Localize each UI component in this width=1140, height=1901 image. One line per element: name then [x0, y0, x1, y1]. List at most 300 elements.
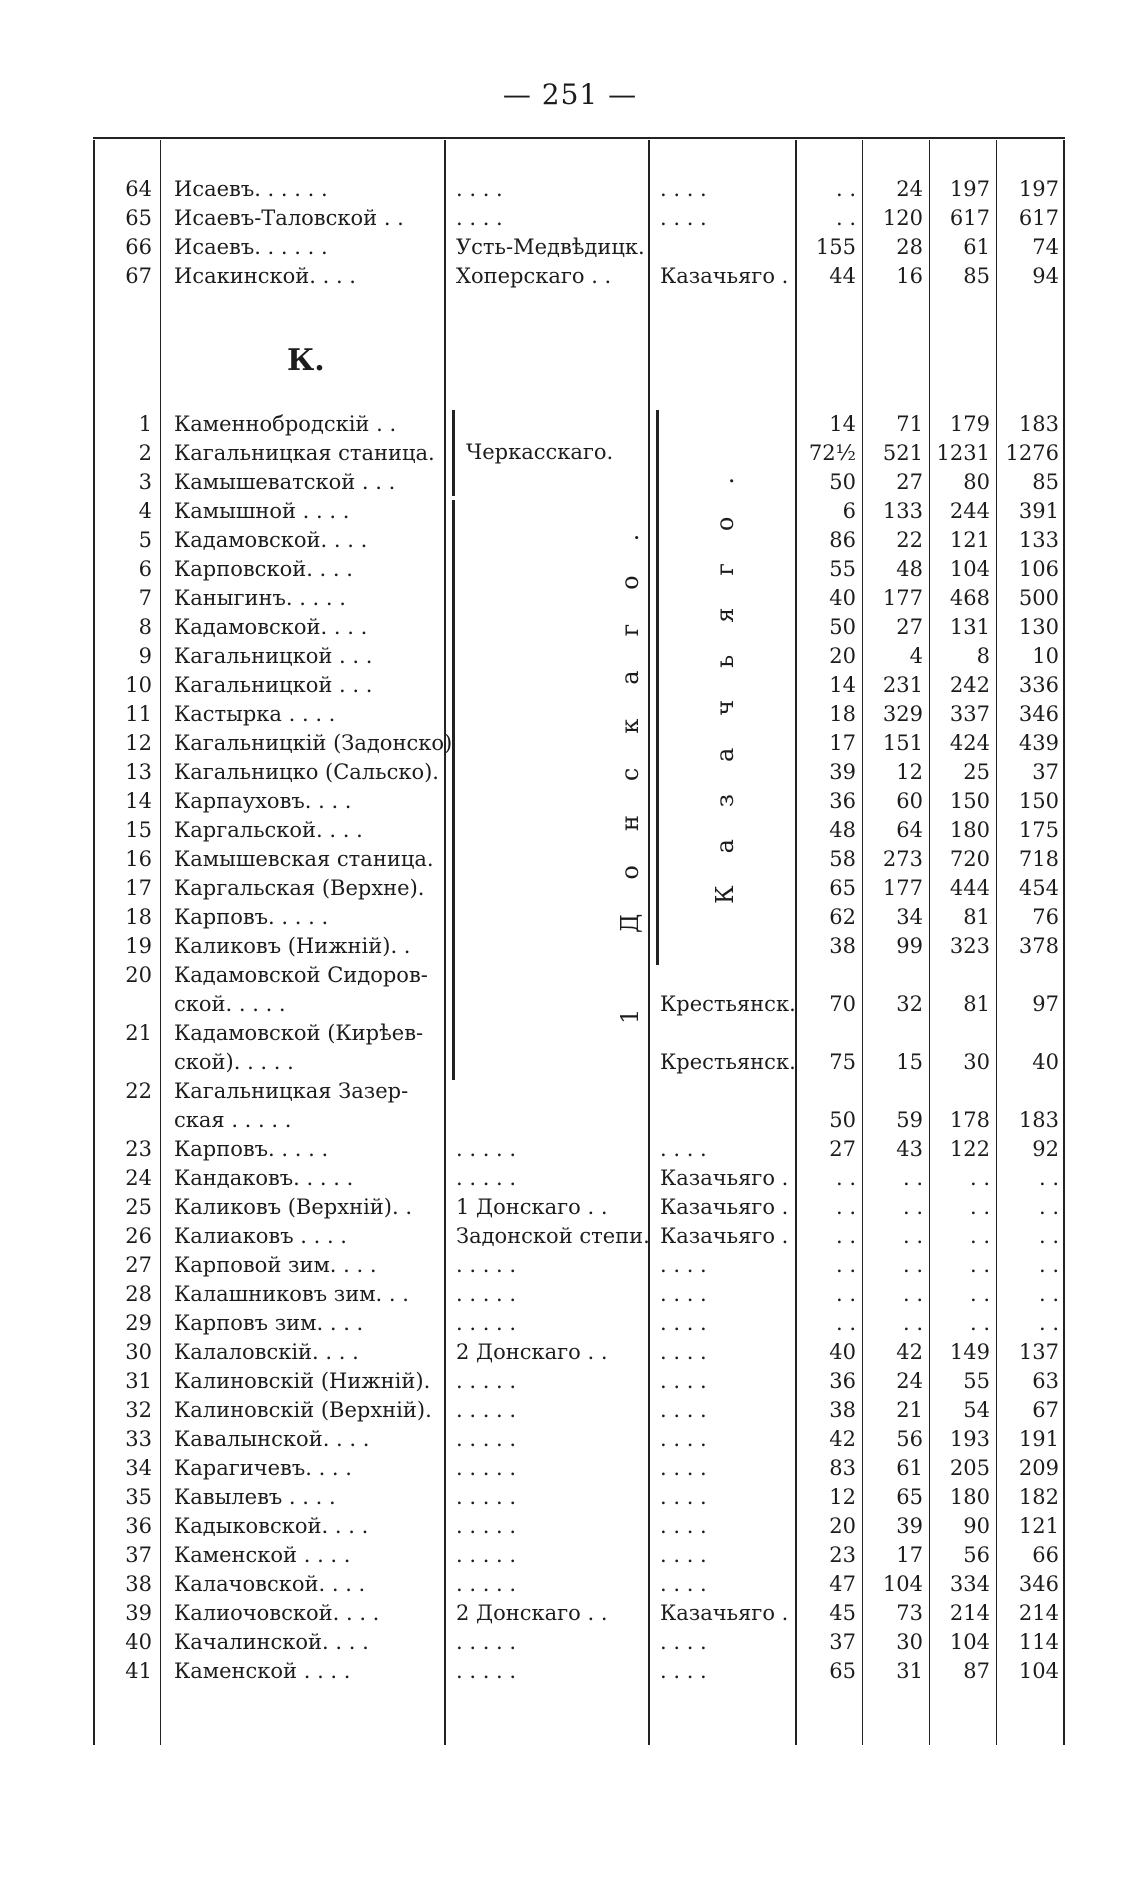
table-row [0, 961, 1140, 990]
cell-n: 27 [125, 1253, 152, 1277]
cell-c4: 454 [1018, 876, 1059, 900]
cell-c4: 197 [1018, 177, 1059, 201]
table-row [0, 1570, 1140, 1599]
table-row [0, 204, 1140, 233]
table-row [0, 758, 1140, 787]
cell-c3: 149 [949, 1340, 990, 1364]
cell-estate: . . . . [660, 1630, 707, 1654]
cell-estate: . . . . [660, 1137, 707, 1161]
cell-c3: 81 [963, 905, 990, 929]
cell-n: 26 [125, 1224, 152, 1248]
table-row [0, 816, 1140, 845]
cell-name: Карповской. . . . [174, 557, 353, 581]
cell-c2: 39 [896, 1514, 923, 1538]
cell-n: 30 [125, 1340, 152, 1364]
cell-c2: 71 [896, 412, 923, 436]
cell-name: Карповъ зим. . . . [174, 1311, 364, 1335]
cell-okrug: . . . . . [456, 1543, 517, 1567]
cell-n: 18 [125, 905, 152, 929]
table-row [0, 1251, 1140, 1280]
cell-c2: 21 [896, 1398, 923, 1422]
cell-c3: . . [969, 1282, 990, 1306]
cell-c2: 27 [896, 615, 923, 639]
cell-c1: 36 [829, 1369, 856, 1393]
page-number: — 251 — [502, 78, 638, 111]
cell-c3: 444 [949, 876, 990, 900]
cell-c1: . . [835, 206, 856, 230]
cell-c3: 87 [963, 1659, 990, 1683]
cell-c1: 47 [829, 1572, 856, 1596]
cell-c4: . . [1038, 1224, 1059, 1248]
cell-c2: . . [902, 1253, 923, 1277]
cell-name: Карагичевъ. . . . [174, 1456, 352, 1480]
cell-estate: . . . . [660, 1427, 707, 1451]
cell-c2: 48 [896, 557, 923, 581]
cell-n: 25 [125, 1195, 152, 1219]
cell-estate: . . . . [660, 1253, 707, 1277]
cell-c4: 137 [1018, 1340, 1059, 1364]
cell-c3: 80 [963, 470, 990, 494]
table-row [0, 1541, 1140, 1570]
cell-c4: 617 [1018, 206, 1059, 230]
cell-c4: 182 [1018, 1485, 1059, 1509]
cell-c1: 14 [829, 673, 856, 697]
cell-c3: . . [969, 1166, 990, 1190]
cell-c4: . . [1038, 1166, 1059, 1190]
cell-n: 3 [138, 470, 152, 494]
cell-estate: Крестьянск. [660, 1050, 796, 1074]
table-row [0, 526, 1140, 555]
cell-n: 10 [125, 673, 152, 697]
cell-c4: 66 [1032, 1543, 1059, 1567]
group-label-cherkassk: Черкасскаго. [466, 440, 614, 464]
cell-c4: 76 [1032, 905, 1059, 929]
cell-c2: 73 [896, 1601, 923, 1625]
table-row [0, 1106, 1140, 1135]
cell-c4: 74 [1032, 235, 1059, 259]
cell-c2: 64 [896, 818, 923, 842]
cell-okrug: . . . . [456, 177, 503, 201]
table-row [0, 1628, 1140, 1657]
cell-c1: 62 [829, 905, 856, 929]
cell-estate: Казачьяго . [660, 1601, 789, 1625]
cell-n: 64 [125, 177, 152, 201]
cell-n: 31 [125, 1369, 152, 1393]
table-row [0, 1019, 1140, 1048]
cell-c3: 334 [949, 1572, 990, 1596]
table-row [0, 1309, 1140, 1338]
table-top-rule [93, 137, 1065, 139]
cell-n: 41 [125, 1659, 152, 1683]
cell-okrug: 1 Донскаго . . [456, 1195, 608, 1219]
cell-n: 8 [138, 615, 152, 639]
cell-c1: 14 [829, 412, 856, 436]
cell-name: Калиочовской. . . . [174, 1601, 380, 1625]
cell-estate: . . . . [660, 1543, 707, 1567]
cell-c4: 346 [1018, 1572, 1059, 1596]
cell-c1: 58 [829, 847, 856, 871]
cell-c2: 30 [896, 1630, 923, 1654]
cell-c2: 177 [882, 876, 923, 900]
cell-c2: 28 [896, 235, 923, 259]
cell-c3: 205 [949, 1456, 990, 1480]
cell-c1: 48 [829, 818, 856, 842]
table-row [0, 932, 1140, 961]
cell-c2: 31 [896, 1659, 923, 1683]
cell-c4: 130 [1018, 615, 1059, 639]
cell-c2: 133 [882, 499, 923, 523]
table-row [0, 497, 1140, 526]
table-row [0, 468, 1140, 497]
table-row [0, 555, 1140, 584]
cell-name: Калиаковъ . . . . [174, 1224, 347, 1248]
cell-name: Кадамовской. . . . [174, 528, 368, 552]
cell-c4: 175 [1018, 818, 1059, 842]
cell-name: ская . . . . . [174, 1108, 292, 1132]
cell-c3: 85 [963, 264, 990, 288]
cell-c2: 16 [896, 264, 923, 288]
cell-c1: . . [835, 1311, 856, 1335]
cell-c2: 65 [896, 1485, 923, 1509]
cell-c2: 15 [896, 1050, 923, 1074]
cell-c4: 500 [1018, 586, 1059, 610]
cell-name: Каликовъ (Нижній). . [174, 934, 411, 958]
cell-n: 32 [125, 1398, 152, 1422]
cell-c4: 121 [1018, 1514, 1059, 1538]
cell-c1: 70 [829, 992, 856, 1016]
cell-okrug: . . . . . [456, 1456, 517, 1480]
cell-okrug: . . . . . [456, 1311, 517, 1335]
cell-c4: 336 [1018, 673, 1059, 697]
cell-okrug: Усть-Медвѣдицк. [456, 235, 645, 259]
table-row [0, 874, 1140, 903]
cell-name: Кавалынской. . . . [174, 1427, 370, 1451]
cell-name: Калиновскій (Нижній). [174, 1369, 431, 1393]
cell-c2: 151 [882, 731, 923, 755]
cell-c1: 65 [829, 876, 856, 900]
cell-estate: Казачьяго . [660, 1166, 789, 1190]
cell-c1: 27 [829, 1137, 856, 1161]
cell-c3: 121 [949, 528, 990, 552]
cell-n: 2 [138, 441, 152, 465]
cell-c4: 97 [1032, 992, 1059, 1016]
cell-n: 36 [125, 1514, 152, 1538]
table-row [0, 1512, 1140, 1541]
cell-c3: 55 [963, 1369, 990, 1393]
cell-c4: 183 [1018, 1108, 1059, 1132]
cell-n: 34 [125, 1456, 152, 1480]
cell-name: Кагальницкая станица. [174, 441, 435, 465]
section-letter: К. [287, 343, 325, 378]
cell-c2: . . [902, 1224, 923, 1248]
cell-c4: 718 [1018, 847, 1059, 871]
cell-n: 40 [125, 1630, 152, 1654]
cell-name: Каменнобродскій . . [174, 412, 397, 436]
cell-n: 16 [125, 847, 152, 871]
cell-n: 35 [125, 1485, 152, 1509]
table-row [0, 262, 1140, 291]
cell-c2: 329 [882, 702, 923, 726]
cell-c1: . . [835, 1195, 856, 1219]
cell-name: Каргальская (Верхне). [174, 876, 425, 900]
cell-c3: 90 [963, 1514, 990, 1538]
cell-c4: 10 [1032, 644, 1059, 668]
cell-c1: 75 [829, 1050, 856, 1074]
cell-c3: 323 [949, 934, 990, 958]
cell-c3: 179 [949, 412, 990, 436]
cell-name: Кадамовской (Кирѣев- [174, 1021, 424, 1045]
cell-okrug: 2 Донскаго . . [456, 1340, 608, 1364]
cell-c1: 37 [829, 1630, 856, 1654]
cell-c2: 273 [882, 847, 923, 871]
cell-c1: . . [835, 1224, 856, 1248]
cell-name: Калиновскій (Верхній). [174, 1398, 432, 1422]
cell-c4: 346 [1018, 702, 1059, 726]
cell-name: Камышевская станица. [174, 847, 434, 871]
cell-c3: 150 [949, 789, 990, 813]
cell-name: Исаевъ. . . . . . [174, 177, 328, 201]
cell-c2: 231 [882, 673, 923, 697]
cell-name: Кагальницкая Зазер- [174, 1079, 409, 1103]
table-row [0, 233, 1140, 262]
cell-okrug: . . . . . [456, 1137, 517, 1161]
cell-c2: 12 [896, 760, 923, 784]
cell-c3: 720 [949, 847, 990, 871]
cell-n: 38 [125, 1572, 152, 1596]
cell-c2: 43 [896, 1137, 923, 1161]
cell-c2: . . [902, 1166, 923, 1190]
cell-n: 22 [125, 1079, 152, 1103]
cell-c1: 40 [829, 586, 856, 610]
cell-c1: 50 [829, 470, 856, 494]
cell-c1: 12 [829, 1485, 856, 1509]
cell-c1: 45 [829, 1601, 856, 1625]
cell-n: 21 [125, 1021, 152, 1045]
cell-estate: Казачьяго . [660, 1195, 789, 1219]
cell-c3: 617 [949, 206, 990, 230]
cell-name: Исаевъ. . . . . . [174, 235, 328, 259]
cell-c3: . . [969, 1195, 990, 1219]
cell-c2: 177 [882, 586, 923, 610]
cell-okrug: . . . . . [456, 1398, 517, 1422]
cell-name: Кадамовской. . . . [174, 615, 368, 639]
table-row [0, 175, 1140, 204]
table-row [0, 1483, 1140, 1512]
cell-c3: 193 [949, 1427, 990, 1451]
cell-c4: 391 [1018, 499, 1059, 523]
table-row [0, 671, 1140, 700]
cell-name: Кандаковъ. . . . . [174, 1166, 354, 1190]
cell-name: Камышеватской . . . [174, 470, 396, 494]
cell-c4: . . [1038, 1311, 1059, 1335]
cell-c1: 155 [815, 235, 856, 259]
cell-c4: . . [1038, 1195, 1059, 1219]
cell-c3: 197 [949, 177, 990, 201]
table-row [0, 1077, 1140, 1106]
cell-n: 28 [125, 1282, 152, 1306]
cell-c2: . . [902, 1282, 923, 1306]
cell-c3: 180 [949, 818, 990, 842]
cell-n: 5 [138, 528, 152, 552]
vertical-label-donskogo-text: 1 Донскаго. [616, 499, 644, 1024]
cell-c1: 86 [829, 528, 856, 552]
cell-c2: . . [902, 1195, 923, 1219]
cell-n: 20 [125, 963, 152, 987]
cell-c4: 85 [1032, 470, 1059, 494]
cell-name: Кавылевъ . . . . [174, 1485, 336, 1509]
cell-c3: 178 [949, 1108, 990, 1132]
cell-c1: 18 [829, 702, 856, 726]
cell-n: 4 [138, 499, 152, 523]
cell-c1: 23 [829, 1543, 856, 1567]
cell-okrug: . . . . . [456, 1427, 517, 1451]
cell-c4: 150 [1018, 789, 1059, 813]
cell-estate: . . . . [660, 1369, 707, 1393]
cell-c1: 6 [842, 499, 856, 523]
cell-estate: Казачьяго . [660, 1224, 789, 1248]
cell-n: 9 [138, 644, 152, 668]
cell-n: 24 [125, 1166, 152, 1190]
cell-name: Карповъ. . . . . [174, 1137, 329, 1161]
table-row [0, 410, 1140, 439]
cell-c3: 54 [963, 1398, 990, 1422]
table-row [0, 1367, 1140, 1396]
cell-c1: 72½ [808, 441, 856, 465]
cell-c4: 378 [1018, 934, 1059, 958]
cell-c1: 36 [829, 789, 856, 813]
cell-name: Исаевъ-Таловской . . [174, 206, 404, 230]
cell-c3: 81 [963, 992, 990, 1016]
cell-c1: 20 [829, 644, 856, 668]
cell-c2: . . [902, 1311, 923, 1335]
cell-n: 19 [125, 934, 152, 958]
cell-c3: 1231 [936, 441, 990, 465]
cell-okrug: . . . . [456, 206, 503, 230]
cell-c2: 56 [896, 1427, 923, 1451]
cell-c3: 242 [949, 673, 990, 697]
table-row [0, 990, 1140, 1019]
cell-c3: 61 [963, 235, 990, 259]
cell-c1: 38 [829, 1398, 856, 1422]
table-row [0, 439, 1140, 468]
cell-n: 11 [125, 702, 152, 726]
cell-okrug: . . . . . [456, 1514, 517, 1538]
cell-c2: 60 [896, 789, 923, 813]
cell-n: 12 [125, 731, 152, 755]
cell-n: 23 [125, 1137, 152, 1161]
cell-c2: 34 [896, 905, 923, 929]
cell-name: Качалинской. . . . [174, 1630, 369, 1654]
cell-c1: 50 [829, 615, 856, 639]
cell-c3: 122 [949, 1137, 990, 1161]
cell-c3: 25 [963, 760, 990, 784]
cell-c3: . . [969, 1311, 990, 1335]
cell-okrug: . . . . . [456, 1485, 517, 1509]
cell-c4: 106 [1018, 557, 1059, 581]
cell-estate: . . . . [660, 1398, 707, 1422]
cell-name: Карпауховъ. . . . [174, 789, 352, 813]
table-row [0, 845, 1140, 874]
cell-name: Кагальницкой . . . [174, 644, 373, 668]
cell-c1: 44 [829, 264, 856, 288]
cell-estate: . . . . [660, 177, 707, 201]
table-row [0, 729, 1140, 758]
cell-c2: 24 [896, 1369, 923, 1393]
cell-n: 13 [125, 760, 152, 784]
cell-n: 17 [125, 876, 152, 900]
cell-c4: 92 [1032, 1137, 1059, 1161]
cell-estate: . . . . [660, 1311, 707, 1335]
cell-c4: 191 [1018, 1427, 1059, 1451]
cell-okrug: Хоперскаго . . [456, 264, 612, 288]
cell-n: 14 [125, 789, 152, 813]
cell-c1: 17 [829, 731, 856, 755]
cell-c1: 83 [829, 1456, 856, 1480]
cell-okrug: 2 Донскаго . . [456, 1601, 608, 1625]
cell-c2: 42 [896, 1340, 923, 1364]
cell-name: Каменской . . . . [174, 1543, 351, 1567]
cell-estate: . . . . [660, 1572, 707, 1596]
table-row [0, 1657, 1140, 1686]
cell-c3: 244 [949, 499, 990, 523]
cell-name: Каменской . . . . [174, 1659, 351, 1683]
cell-c2: 120 [882, 206, 923, 230]
cell-estate: Крестьянск. [660, 992, 796, 1016]
cell-c1: . . [835, 177, 856, 201]
cell-c1: 50 [829, 1108, 856, 1132]
cell-c4: 1276 [1005, 441, 1059, 465]
cell-n: 6 [138, 557, 152, 581]
cell-name: Кадыковской. . . . [174, 1514, 369, 1538]
cell-okrug: . . . . . [456, 1369, 517, 1393]
cell-estate: . . . . [660, 1659, 707, 1683]
cell-c3: 468 [949, 586, 990, 610]
table-row [0, 1338, 1140, 1367]
table-row [0, 642, 1140, 671]
cell-c1: 39 [829, 760, 856, 784]
cell-c4: 439 [1018, 731, 1059, 755]
cell-c1: 40 [829, 1340, 856, 1364]
cell-c2: 59 [896, 1108, 923, 1132]
cell-c4: 40 [1032, 1050, 1059, 1074]
cell-estate: . . . . [660, 206, 707, 230]
cell-c3: 424 [949, 731, 990, 755]
cell-c2: 24 [896, 177, 923, 201]
cell-c2: 32 [896, 992, 923, 1016]
cell-c4: . . [1038, 1282, 1059, 1306]
cell-c4: 104 [1018, 1659, 1059, 1683]
cell-name: Калашниковъ зим. . . [174, 1282, 409, 1306]
cell-n: 29 [125, 1311, 152, 1335]
table-row [0, 1048, 1140, 1077]
cell-c3: 104 [949, 557, 990, 581]
cell-n: 67 [125, 264, 152, 288]
cell-c3: . . [969, 1224, 990, 1248]
cell-name: Каликовъ (Верхній). . [174, 1195, 413, 1219]
cell-estate: . . . . [660, 1456, 707, 1480]
table-row [0, 1396, 1140, 1425]
cell-name: Каргальской. . . . [174, 818, 363, 842]
cell-estate: . . . . [660, 1485, 707, 1509]
cell-name: Кагальницкій (Задонско) [174, 731, 453, 755]
cell-name: Кагальницко (Сальско). [174, 760, 439, 784]
cell-c4: 214 [1018, 1601, 1059, 1625]
cell-c1: 38 [829, 934, 856, 958]
cell-okrug: . . . . . [456, 1572, 517, 1596]
table-row [0, 787, 1140, 816]
cell-c1: . . [835, 1282, 856, 1306]
cell-name: Карповой зим. . . . [174, 1253, 377, 1277]
